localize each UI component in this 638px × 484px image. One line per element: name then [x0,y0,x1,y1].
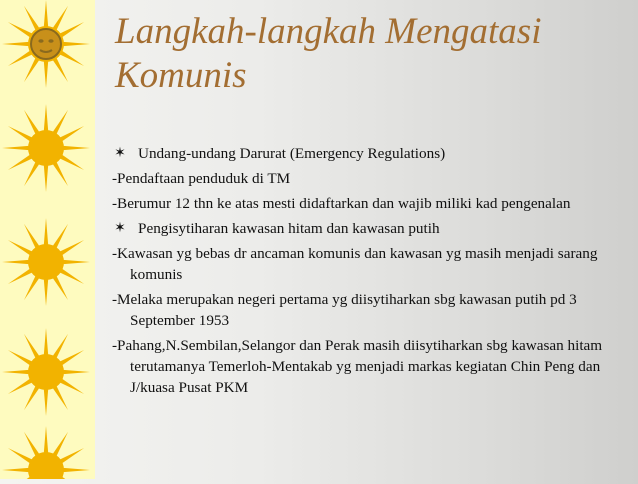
paragraph: -Melaka merupakan negeri pertama yg diisytiharkan sbg kawasan putih pd 3 September 1953 [112,291,577,329]
paragraph: -Pahang,N.Sembilan,Selangor dan Perak masih diisytiharkan sbg kawasan hitam terutamanya Temerloh-Mentakab yg menjadi markas kegiatan Chin Peng dan J/kuasa Pusat PKM [112,337,603,396]
sun-icon [2,104,90,192]
sun-icon [2,328,90,416]
title-line-1: Langkah-langkah Mengatasi [115,11,542,52]
paragraph-text: Undang-undang Darurat (Emergency Regulations) [138,145,446,162]
sun-decoration [0,0,95,479]
bullet-paragraph [112,218,632,239]
paragraph: -Berumur 12 thn ke atas mesti didaftarkan dan wajib miliki kad pengenalan [112,195,571,212]
slide-body [112,143,632,402]
paragraph: -Pendaftaan penduduk di TM [112,170,291,187]
paragraph-text: Pengisytiharan kawasan hitam dan kawasan putih [138,220,440,237]
paragraph: -Kawasan yg bebas dr ancaman komunis dan kawasan yg masih menjadi sarang komunis [112,245,598,283]
sun-icon [2,0,90,88]
title-line-2: Komunis [115,55,247,96]
bullet-paragraph [112,143,632,164]
star-bullet-icon: ✶ [114,146,126,161]
star-bullet-icon: ✶ [114,221,126,236]
sun-icon [2,426,90,479]
slide-title [115,10,625,98]
sun-sidebar [0,0,95,479]
sun-icon [2,218,90,306]
